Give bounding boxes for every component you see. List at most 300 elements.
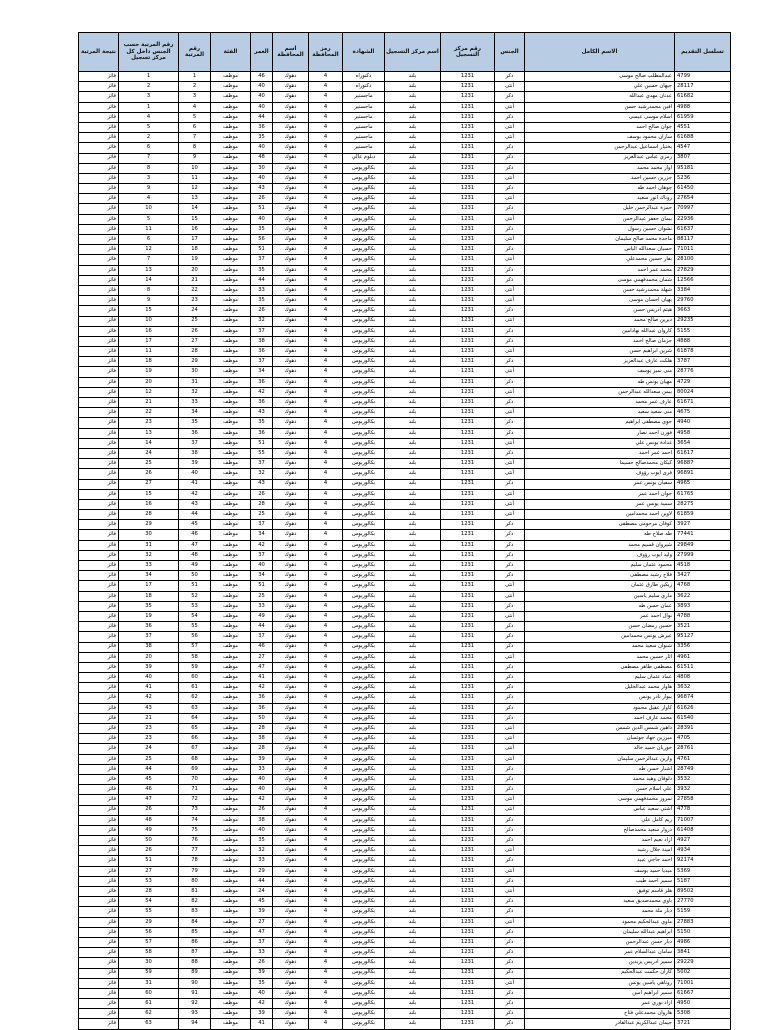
cell-rank-by-gender: 20 xyxy=(119,377,179,387)
cell-degree: بكالوريوس xyxy=(343,693,385,703)
cell-gender: ذكر xyxy=(495,876,525,886)
table-row xyxy=(79,948,731,958)
cell-gender: ذكر xyxy=(495,265,525,275)
cell-governorate-code: 4 xyxy=(309,917,343,927)
cell-age: 55 xyxy=(251,448,273,458)
cell-serial: 71001 xyxy=(675,978,731,988)
cell-gender: ذكر xyxy=(495,520,525,530)
cell-rank-by-gender: 42 xyxy=(119,693,179,703)
cell-degree: بكالوريوس xyxy=(343,255,385,265)
cell-name: سفيان يونس عمر xyxy=(525,479,675,489)
cell-result: فائز xyxy=(79,581,119,591)
cell-center-number: 1231 xyxy=(441,520,495,530)
cell-center-name: بلند xyxy=(385,907,441,917)
cell-center-name: بلند xyxy=(385,652,441,662)
cell-result: فائز xyxy=(79,693,119,703)
cell-category: موظف xyxy=(211,204,251,214)
cell-category: موظف xyxy=(211,948,251,958)
cell-age: 50 xyxy=(251,713,273,723)
cell-center-number: 1231 xyxy=(441,112,495,122)
cell-governorate-code: 4 xyxy=(309,235,343,245)
cell-name: ديار ملة محمد xyxy=(525,907,675,917)
cell-center-name: بلند xyxy=(385,703,441,713)
cell-center-name: بلند xyxy=(385,642,441,652)
header-age: العمر xyxy=(251,33,273,72)
cell-governorate-name: دهوك xyxy=(273,927,309,937)
cell-governorate-code: 4 xyxy=(309,764,343,774)
cell-name: هيثم ادريس حسن xyxy=(525,306,675,316)
cell-result: فائز xyxy=(79,398,119,408)
cell-center-name: بلند xyxy=(385,438,441,448)
cell-serial: 96891 xyxy=(675,469,731,479)
cell-name: شمان محمدفهمي موسى xyxy=(525,275,675,285)
cell-name: محمود عثمان سليم xyxy=(525,561,675,571)
cell-governorate-code: 4 xyxy=(309,377,343,387)
cell-governorate-code: 4 xyxy=(309,163,343,173)
cell-governorate-code: 4 xyxy=(309,469,343,479)
cell-governorate-code: 4 xyxy=(309,367,343,377)
cell-governorate-code: 4 xyxy=(309,255,343,265)
cell-degree: بكالوريوس xyxy=(343,948,385,958)
cell-age: 45 xyxy=(251,897,273,907)
cell-rank-by-gender: 13 xyxy=(119,265,179,275)
cell-serial: 3632 xyxy=(675,683,731,693)
cell-governorate-code: 4 xyxy=(309,988,343,998)
cell-center-number: 1231 xyxy=(441,1019,495,1029)
cell-name: اواز محمد محمد xyxy=(525,163,675,173)
cell-name: نشوان حسين رسول xyxy=(525,224,675,234)
cell-category: موظف xyxy=(211,724,251,734)
cell-age: 40 xyxy=(251,102,273,112)
cell-center-number: 1231 xyxy=(441,907,495,917)
cell-result: فائز xyxy=(79,245,119,255)
cell-rank-by-gender: 36 xyxy=(119,622,179,632)
cell-name: شيروان قسيم محمد xyxy=(525,540,675,550)
cell-center-number: 1231 xyxy=(441,887,495,897)
cell-serial: 28776 xyxy=(675,367,731,377)
cell-serial: 77441 xyxy=(675,530,731,540)
cell-category: موظف xyxy=(211,866,251,876)
cell-serial: 27858 xyxy=(675,795,731,805)
table-row xyxy=(79,581,731,591)
cell-name: وازين عبدالرحمن سليمان xyxy=(525,754,675,764)
cell-governorate-code: 4 xyxy=(309,550,343,560)
cell-center-number: 1231 xyxy=(441,632,495,642)
cell-category: موظف xyxy=(211,825,251,835)
header-row xyxy=(79,33,731,72)
cell-governorate-name: دهوك xyxy=(273,713,309,723)
table-row xyxy=(79,418,731,428)
cell-governorate-code: 4 xyxy=(309,336,343,346)
cell-result: فائز xyxy=(79,948,119,958)
cell-age: 37 xyxy=(251,326,273,336)
table-row xyxy=(79,734,731,744)
cell-center-number: 1231 xyxy=(441,999,495,1009)
cell-governorate-code: 4 xyxy=(309,703,343,713)
cell-center-number: 1231 xyxy=(441,398,495,408)
cell-rank-by-gender: 23 xyxy=(119,724,179,734)
cell-center-number: 1231 xyxy=(441,703,495,713)
cell-gender: أنثى xyxy=(495,754,525,764)
cell-gender: أنثى xyxy=(495,734,525,744)
table-row xyxy=(79,296,731,306)
cell-rank-by-gender: 15 xyxy=(119,306,179,316)
header-governorate-code: رمز المحافظة xyxy=(309,33,343,72)
cell-name: شنوان سعيد محمد xyxy=(525,642,675,652)
cell-center-name: بلند xyxy=(385,245,441,255)
cell-result: فائز xyxy=(79,387,119,397)
cell-age: 36 xyxy=(251,347,273,357)
cell-center-name: بلند xyxy=(385,1009,441,1019)
cell-serial: 80024 xyxy=(675,387,731,397)
cell-rank-by-gender: 61 xyxy=(119,999,179,1009)
cell-center-name: بلند xyxy=(385,316,441,326)
cell-degree: بكالوريوس xyxy=(343,846,385,856)
cell-governorate-code: 4 xyxy=(309,245,343,255)
cell-center-name: بلند xyxy=(385,398,441,408)
cell-center-number: 1231 xyxy=(441,958,495,968)
table-row xyxy=(79,143,731,153)
cell-rank-by-gender: 3 xyxy=(119,92,179,102)
cell-governorate-name: دهوك xyxy=(273,184,309,194)
cell-center-name: بلند xyxy=(385,367,441,377)
cell-center-name: بلند xyxy=(385,999,441,1009)
cell-serial: 3654 xyxy=(675,438,731,448)
cell-category: موظف xyxy=(211,245,251,255)
cell-gender: ذكر xyxy=(495,703,525,713)
cell-center-name: بلند xyxy=(385,184,441,194)
cell-age: 44 xyxy=(251,275,273,285)
cell-serial: 4808 xyxy=(675,673,731,683)
cell-rank: 52 xyxy=(179,591,211,601)
cell-rank: 13 xyxy=(179,194,211,204)
cell-rank-by-gender: 28 xyxy=(119,510,179,520)
cell-governorate-name: دهوك xyxy=(273,265,309,275)
cell-name: دزوار سعيد محمدصالح xyxy=(525,825,675,835)
cell-result: فائز xyxy=(79,235,119,245)
cell-gender: أنثى xyxy=(495,285,525,295)
cell-rank: 70 xyxy=(179,774,211,784)
cell-governorate-code: 4 xyxy=(309,836,343,846)
cell-degree: بكالوريوس xyxy=(343,622,385,632)
cell-governorate-code: 4 xyxy=(309,876,343,886)
cell-category: موظف xyxy=(211,805,251,815)
cell-name: هاوار محمد عبدالجليل xyxy=(525,683,675,693)
table-row xyxy=(79,173,731,183)
cell-rank: 34 xyxy=(179,408,211,418)
cell-serial: 29229 xyxy=(675,958,731,968)
cell-name: كوفان مرحومى مصطفى xyxy=(525,520,675,530)
cell-governorate-name: دهوك xyxy=(273,866,309,876)
cell-gender: ذكر xyxy=(495,774,525,784)
cell-center-number: 1231 xyxy=(441,815,495,825)
cell-governorate-code: 4 xyxy=(309,561,343,571)
cell-governorate-name: دهوك xyxy=(273,846,309,856)
cell-center-name: بلند xyxy=(385,194,441,204)
cell-rank-by-gender: 15 xyxy=(119,489,179,499)
table-row xyxy=(79,642,731,652)
cell-rank: 28 xyxy=(179,347,211,357)
cell-age: 42 xyxy=(251,540,273,550)
cell-governorate-name: دهوك xyxy=(273,632,309,642)
table-row xyxy=(79,408,731,418)
cell-degree: بكالوريوس xyxy=(343,927,385,937)
cell-governorate-name: دهوك xyxy=(273,662,309,672)
table-row xyxy=(79,398,731,408)
cell-governorate-name: دهوك xyxy=(273,1009,309,1019)
table-row xyxy=(79,917,731,927)
cell-serial: 12566 xyxy=(675,275,731,285)
cell-center-name: بلند xyxy=(385,408,441,418)
cell-category: موظف xyxy=(211,561,251,571)
cell-name: بهيان احسان موسى xyxy=(525,296,675,306)
cell-governorate-name: دهوك xyxy=(273,153,309,163)
cell-governorate-code: 4 xyxy=(309,999,343,1009)
cell-gender: ذكر xyxy=(495,245,525,255)
cell-governorate-name: دهوك xyxy=(273,774,309,784)
cell-center-name: بلند xyxy=(385,265,441,275)
cell-gender: ذكر xyxy=(495,418,525,428)
cell-category: موظف xyxy=(211,764,251,774)
cell-governorate-code: 4 xyxy=(309,897,343,907)
cell-governorate-name: دهوك xyxy=(273,377,309,387)
cell-serial: 89502 xyxy=(675,887,731,897)
cell-category: موظف xyxy=(211,82,251,92)
cell-serial: 88117 xyxy=(675,235,731,245)
cell-result: فائز xyxy=(79,1009,119,1019)
cell-governorate-code: 4 xyxy=(309,540,343,550)
cell-category: موظف xyxy=(211,367,251,377)
cell-governorate-code: 4 xyxy=(309,438,343,448)
cell-rank: 71 xyxy=(179,785,211,795)
cell-gender: ذكر xyxy=(495,204,525,214)
cell-result: فائز xyxy=(79,82,119,92)
cell-serial: 4551 xyxy=(675,122,731,132)
cell-name: بيمان جعفر عبدالرحمن xyxy=(525,214,675,224)
cell-rank: 84 xyxy=(179,917,211,927)
cell-rank-by-gender: 21 xyxy=(119,713,179,723)
cell-governorate-name: دهوك xyxy=(273,530,309,540)
cell-center-name: بلند xyxy=(385,499,441,509)
cell-governorate-code: 4 xyxy=(309,632,343,642)
cell-name: عيرش يونس محمدامين xyxy=(525,632,675,642)
cell-serial: 3841 xyxy=(675,948,731,958)
cell-governorate-code: 4 xyxy=(309,398,343,408)
cell-rank-by-gender: 57 xyxy=(119,937,179,947)
cell-degree: بكالوريوس xyxy=(343,673,385,683)
cell-gender: ذكر xyxy=(495,163,525,173)
cell-age: 40 xyxy=(251,561,273,571)
cell-category: موظف xyxy=(211,285,251,295)
cell-governorate-name: دهوك xyxy=(273,367,309,377)
cell-gender: أنثى xyxy=(495,887,525,897)
cell-age: 26 xyxy=(251,958,273,968)
cell-center-number: 1231 xyxy=(441,978,495,988)
cell-name: هلز قاسم توفيق xyxy=(525,887,675,897)
cell-center-number: 1231 xyxy=(441,754,495,764)
cell-category: موظف xyxy=(211,662,251,672)
cell-center-name: بلند xyxy=(385,764,441,774)
cell-governorate-code: 4 xyxy=(309,224,343,234)
cell-gender: ذكر xyxy=(495,601,525,611)
header-degree: الشهادة xyxy=(343,33,385,72)
cell-result: فائز xyxy=(79,489,119,499)
cell-center-number: 1231 xyxy=(441,897,495,907)
table-row xyxy=(79,785,731,795)
header-center-number: رقم مركز التسجيل xyxy=(441,33,495,72)
header-governorate-name: اسم المحافظة xyxy=(273,33,309,72)
cell-governorate-name: دهوك xyxy=(273,540,309,550)
cell-category: موظف xyxy=(211,968,251,978)
table-row xyxy=(79,673,731,683)
cell-result: فائز xyxy=(79,153,119,163)
cell-result: فائز xyxy=(79,173,119,183)
cell-governorate-name: دهوك xyxy=(273,122,309,132)
cell-rank-by-gender: 31 xyxy=(119,978,179,988)
table-row xyxy=(79,82,731,92)
cell-governorate-name: دهوك xyxy=(273,479,309,489)
cell-age: 36 xyxy=(251,693,273,703)
cell-gender: ذكر xyxy=(495,398,525,408)
cell-age: 43 xyxy=(251,184,273,194)
cell-age: 51 xyxy=(251,245,273,255)
table-row xyxy=(79,194,731,204)
cell-result: فائز xyxy=(79,571,119,581)
table-row xyxy=(79,112,731,122)
cell-center-name: بلند xyxy=(385,815,441,825)
cell-gender: أنثى xyxy=(495,489,525,499)
cell-name: بيوار نادر يونس xyxy=(525,693,675,703)
cell-governorate-code: 4 xyxy=(309,265,343,275)
cell-rank-by-gender: 24 xyxy=(119,744,179,754)
cell-gender: أنثى xyxy=(495,122,525,132)
cell-degree: ماجستير xyxy=(343,102,385,112)
cell-serial: 27829 xyxy=(675,265,731,275)
cell-governorate-name: دهوك xyxy=(273,102,309,112)
cell-gender: أنثى xyxy=(495,611,525,621)
cell-serial: 4729 xyxy=(675,377,731,387)
cell-rank-by-gender: 11 xyxy=(119,224,179,234)
cell-rank: 88 xyxy=(179,958,211,968)
cell-category: موظف xyxy=(211,408,251,418)
cell-result: فائز xyxy=(79,143,119,153)
cell-center-number: 1231 xyxy=(441,988,495,998)
cell-rank: 48 xyxy=(179,550,211,560)
cell-rank: 21 xyxy=(179,275,211,285)
cell-center-number: 1231 xyxy=(441,153,495,163)
cell-result: فائز xyxy=(79,815,119,825)
cell-center-name: بلند xyxy=(385,163,441,173)
cell-center-number: 1231 xyxy=(441,917,495,927)
cell-center-number: 1231 xyxy=(441,611,495,621)
cell-center-number: 1231 xyxy=(441,876,495,886)
cell-rank: 64 xyxy=(179,713,211,723)
cell-degree: بكالوريوس xyxy=(343,418,385,428)
cell-age: 44 xyxy=(251,112,273,122)
cell-rank: 43 xyxy=(179,499,211,509)
cell-rank: 85 xyxy=(179,927,211,937)
cell-governorate-code: 4 xyxy=(309,571,343,581)
cell-gender: ذكر xyxy=(495,897,525,907)
cell-name: سامان عبدالسلام عمر xyxy=(525,948,675,958)
cell-center-number: 1231 xyxy=(441,499,495,509)
table-row xyxy=(79,652,731,662)
cell-center-number: 1231 xyxy=(441,184,495,194)
cell-center-name: بلند xyxy=(385,296,441,306)
cell-category: موظف xyxy=(211,999,251,1009)
table-row xyxy=(79,754,731,764)
cell-result: فائز xyxy=(79,510,119,520)
cell-governorate-name: دهوك xyxy=(273,724,309,734)
cell-result: فائز xyxy=(79,326,119,336)
cell-governorate-code: 4 xyxy=(309,937,343,947)
cell-governorate-name: دهوك xyxy=(273,581,309,591)
cell-result: فائز xyxy=(79,785,119,795)
cell-degree: ماجستير xyxy=(343,143,385,153)
cell-governorate-name: دهوك xyxy=(273,785,309,795)
cell-name: عدنان مهدي عبدالله xyxy=(525,92,675,102)
cell-rank-by-gender: 27 xyxy=(119,479,179,489)
cell-age: 33 xyxy=(251,601,273,611)
cell-age: 39 xyxy=(251,754,273,764)
cell-degree: بكالوريوس xyxy=(343,499,385,509)
cell-result: فائز xyxy=(79,550,119,560)
cell-category: موظف xyxy=(211,72,251,82)
cell-center-number: 1231 xyxy=(441,561,495,571)
table-row xyxy=(79,510,731,520)
cell-degree: بكالوريوس xyxy=(343,703,385,713)
cell-result: فائز xyxy=(79,795,119,805)
cell-name: بيمن سعدالله عبدالرحمن xyxy=(525,387,675,397)
cell-rank-by-gender: 59 xyxy=(119,968,179,978)
cell-serial: 96887 xyxy=(675,459,731,469)
cell-result: فائز xyxy=(79,469,119,479)
cell-serial: 5236 xyxy=(675,173,731,183)
cell-governorate-name: دهوك xyxy=(273,112,309,122)
cell-center-name: بلند xyxy=(385,897,441,907)
cell-rank: 9 xyxy=(179,153,211,163)
cell-governorate-code: 4 xyxy=(309,662,343,672)
cell-governorate-name: دهوك xyxy=(273,887,309,897)
cell-age: 37 xyxy=(251,550,273,560)
cell-category: موظف xyxy=(211,642,251,652)
cell-age: 39 xyxy=(251,1009,273,1019)
cell-name: مصطفى طاهر مصطفى xyxy=(525,662,675,672)
cell-gender: أنثى xyxy=(495,499,525,509)
cell-name: اشتي سعيد عباس xyxy=(525,805,675,815)
cell-governorate-code: 4 xyxy=(309,825,343,835)
cell-governorate-name: دهوك xyxy=(273,255,309,265)
cell-rank-by-gender: 14 xyxy=(119,438,179,448)
cell-center-number: 1231 xyxy=(441,479,495,489)
cell-rank: 83 xyxy=(179,907,211,917)
cell-category: موظف xyxy=(211,591,251,601)
cell-degree: بكالوريوس xyxy=(343,815,385,825)
cell-rank-by-gender: 1 xyxy=(119,72,179,82)
cell-gender: أنثى xyxy=(495,387,525,397)
cell-result: فائز xyxy=(79,683,119,693)
cell-category: موظف xyxy=(211,917,251,927)
cell-name: غدادة يونس علي xyxy=(525,438,675,448)
cell-rank: 80 xyxy=(179,876,211,886)
cell-governorate-code: 4 xyxy=(309,611,343,621)
cell-gender: أنثى xyxy=(495,194,525,204)
cell-center-number: 1231 xyxy=(441,540,495,550)
table-row xyxy=(79,836,731,846)
cell-center-number: 1231 xyxy=(441,245,495,255)
cell-degree: بكالوريوس xyxy=(343,428,385,438)
cell-center-number: 1231 xyxy=(441,459,495,469)
